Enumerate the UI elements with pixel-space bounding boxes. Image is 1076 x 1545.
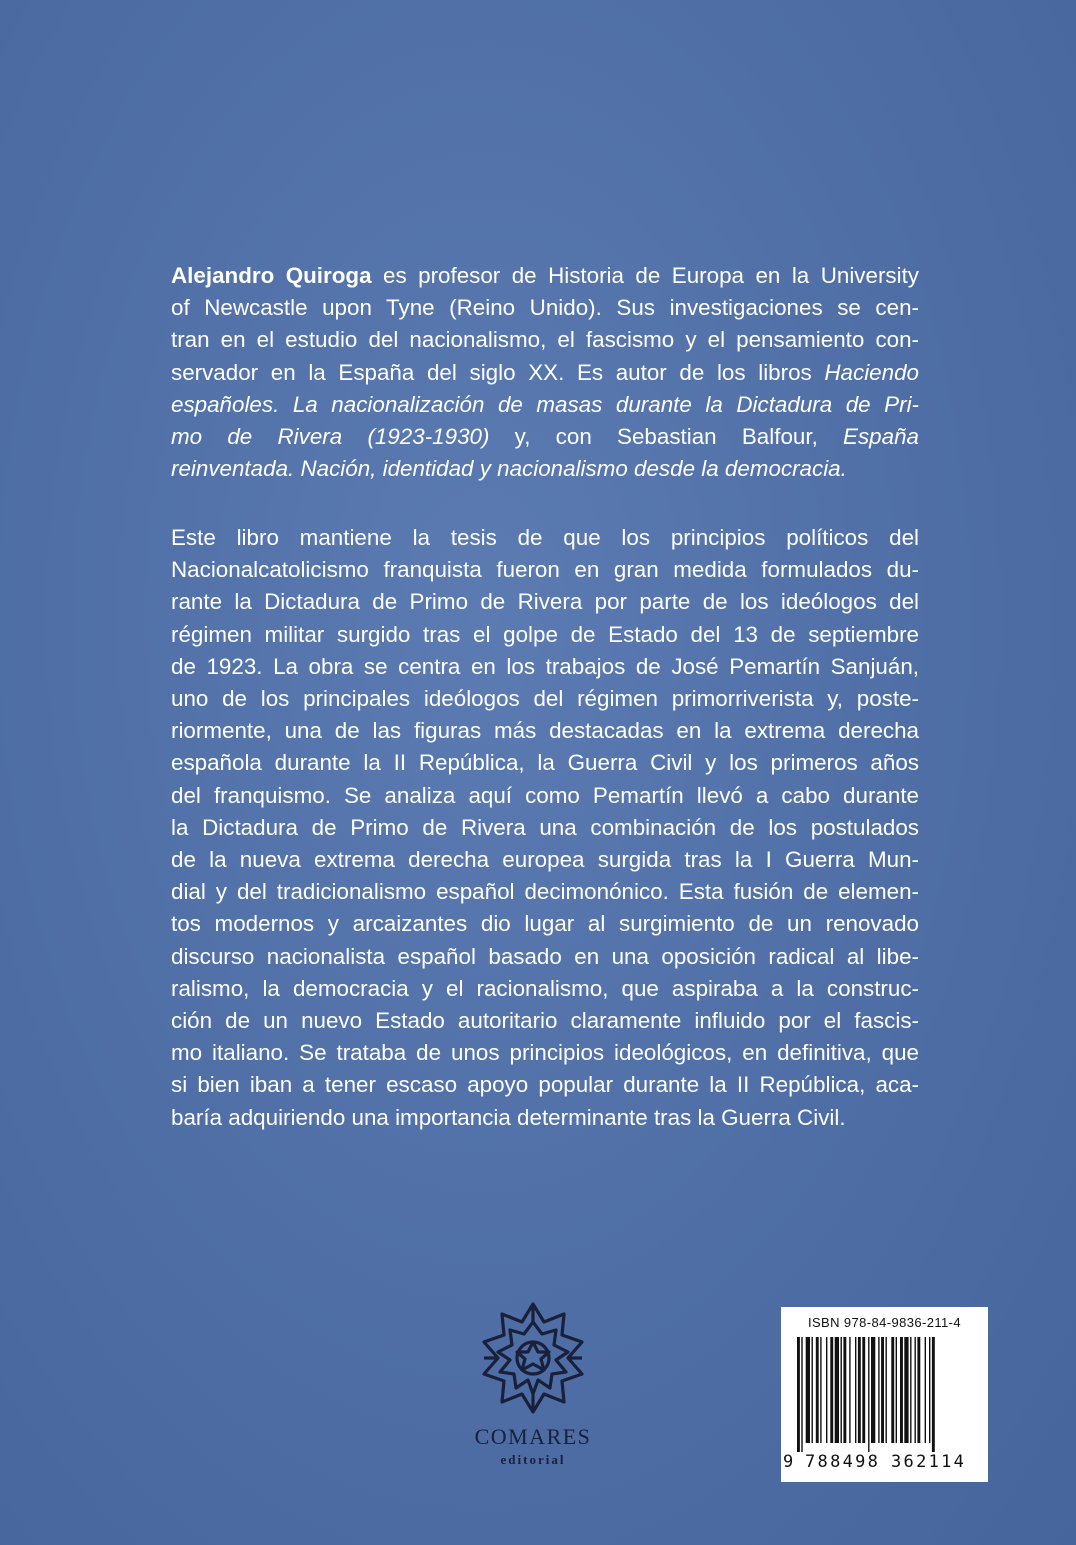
- barcode-bar: [910, 1337, 911, 1443]
- barcode-bar: [843, 1337, 846, 1443]
- description-line: ción de un nuevo Estado autoritario claramente influido por el fascis-: [171, 1008, 919, 1034]
- barcode-bar: [849, 1337, 850, 1443]
- barcode: [781, 1307, 988, 1482]
- description-line: si bien iban a tener escaso apoyo popular durante la II República, aca-: [171, 1072, 919, 1098]
- barcode-bar: [900, 1337, 903, 1443]
- description-line: baría adquiriendo una importancia determinante tras la Guerra Civil.: [171, 1104, 846, 1130]
- barcode-bar: [830, 1337, 833, 1443]
- publisher-subtitle: editorial: [500, 1452, 566, 1467]
- barcode-bar: [881, 1337, 884, 1443]
- bio-line-7: reinventada. Nación, identidad y nacionalismo desde la democracia.: [171, 456, 847, 482]
- description-line: de 1923. La obra se centra en los trabajos de José Pemartín Sanjuán,: [171, 653, 919, 679]
- bio-line-6: mo de Rivera (1923-1930) y, con Sebastian Balfour, España: [171, 424, 919, 450]
- description-line: rante la Dictadura de Primo de Rivera por parte de los ideólogos del: [171, 589, 919, 615]
- description-line: de la nueva extrema derecha europea surgida tras la I Guerra Mun-: [171, 847, 919, 873]
- description-line: del franquismo. Se analiza aquí como Pemartín llevó a cabo durante: [171, 782, 919, 808]
- description-line: ralismo, la democracia y el racionalismo, que aspiraba a la construc-: [171, 975, 919, 1001]
- description-line: mo italiano. Se trataba de unos principios ideológicos, en definitiva, que: [171, 1040, 919, 1066]
- barcode-bars: [793, 1337, 979, 1452]
- barcode-bar: [835, 1337, 839, 1443]
- author-bio: [171, 260, 919, 485]
- ean-first-digit: 9: [783, 1452, 794, 1472]
- barcode-bar: [820, 1337, 821, 1443]
- barcode-bar: [904, 1337, 908, 1443]
- book-description: [171, 522, 919, 1134]
- barcode-bar: [891, 1337, 894, 1443]
- barcode-bar: [862, 1337, 865, 1443]
- description-line: Nacionalcatolicismo franquista fueron en gran medida formulados du-: [171, 557, 919, 583]
- barcode-bar: [797, 1337, 800, 1452]
- barcode-bar: [886, 1337, 887, 1443]
- barcode-bar: [932, 1337, 935, 1452]
- barcode-bar: [929, 1337, 930, 1443]
- barcode-bar: [858, 1337, 861, 1443]
- description-line: tos modernos y arcaizantes dio lugar al surgimiento de un renovado: [171, 911, 919, 937]
- publisher-name: COMARES: [474, 1424, 592, 1449]
- ean-left-group: 788498: [805, 1452, 881, 1472]
- bio-line-5: españoles. La nacionalización de masas durante la Dictadura de Pri-: [171, 391, 919, 417]
- barcode-bar: [806, 1337, 810, 1443]
- description-line: uno de los principales ideólogos del régimen primorriverista y, poste-: [171, 686, 919, 712]
- bio-line-1: Alejandro Quiroga es profesor de Historia de Europa en la University: [171, 263, 919, 288]
- barcode-bar: [855, 1337, 856, 1443]
- publisher-logo: [460, 1300, 606, 1480]
- description-line: Este libro mantiene la tesis de que los principios políticos del: [171, 525, 919, 550]
- description-line: española durante la II República, la Guerra Civil y los primeros años: [171, 750, 919, 776]
- barcode-bar: [925, 1337, 926, 1443]
- barcode-bar: [816, 1337, 819, 1443]
- barcode-bar: [826, 1337, 827, 1443]
- barcode-bar: [812, 1337, 813, 1443]
- isbn-label: ISBN 978-84-9836-211-4: [807, 1315, 962, 1330]
- description-line: dial y del tradicionalismo español decimonónico. Esta fusión de elemen-: [171, 879, 919, 905]
- geometric-star-pattern-icon: [476, 1300, 590, 1416]
- barcode-bar: [878, 1337, 879, 1443]
- ean-right-group: 362114: [891, 1452, 967, 1472]
- barcode-bar: [915, 1337, 916, 1443]
- author-name: Alejandro Quiroga: [171, 263, 372, 288]
- bio-line-4: servador en la España del siglo XX. Es autor de los libros Haciendo: [171, 359, 919, 385]
- description-line: la Dictadura de Primo de Rivera una combinación de los postulados: [171, 814, 919, 840]
- description-line: régimen militar surgido tras el golpe de Estado del 13 de septiembre: [171, 621, 919, 647]
- barcode-bar: [871, 1337, 875, 1443]
- bio-line-3: tran en el estudio del nacionalismo, el fascismo y el pensamiento con-: [171, 327, 919, 353]
- description-line: riormente, una de las figuras más destacadas en la extrema derecha: [171, 718, 919, 744]
- barcode-bar: [896, 1337, 897, 1443]
- barcode-bar: [868, 1337, 869, 1452]
- description-line: discurso nacionalista español basado en una oposición radical al libe-: [171, 943, 919, 969]
- bio-line-2: of Newcastle upon Tyne (Reino Unido). Sus investigaciones se cen-: [171, 295, 919, 321]
- barcode-bar: [841, 1337, 842, 1443]
- barcode-bar: [801, 1337, 802, 1452]
- barcode-bar: [917, 1337, 920, 1443]
